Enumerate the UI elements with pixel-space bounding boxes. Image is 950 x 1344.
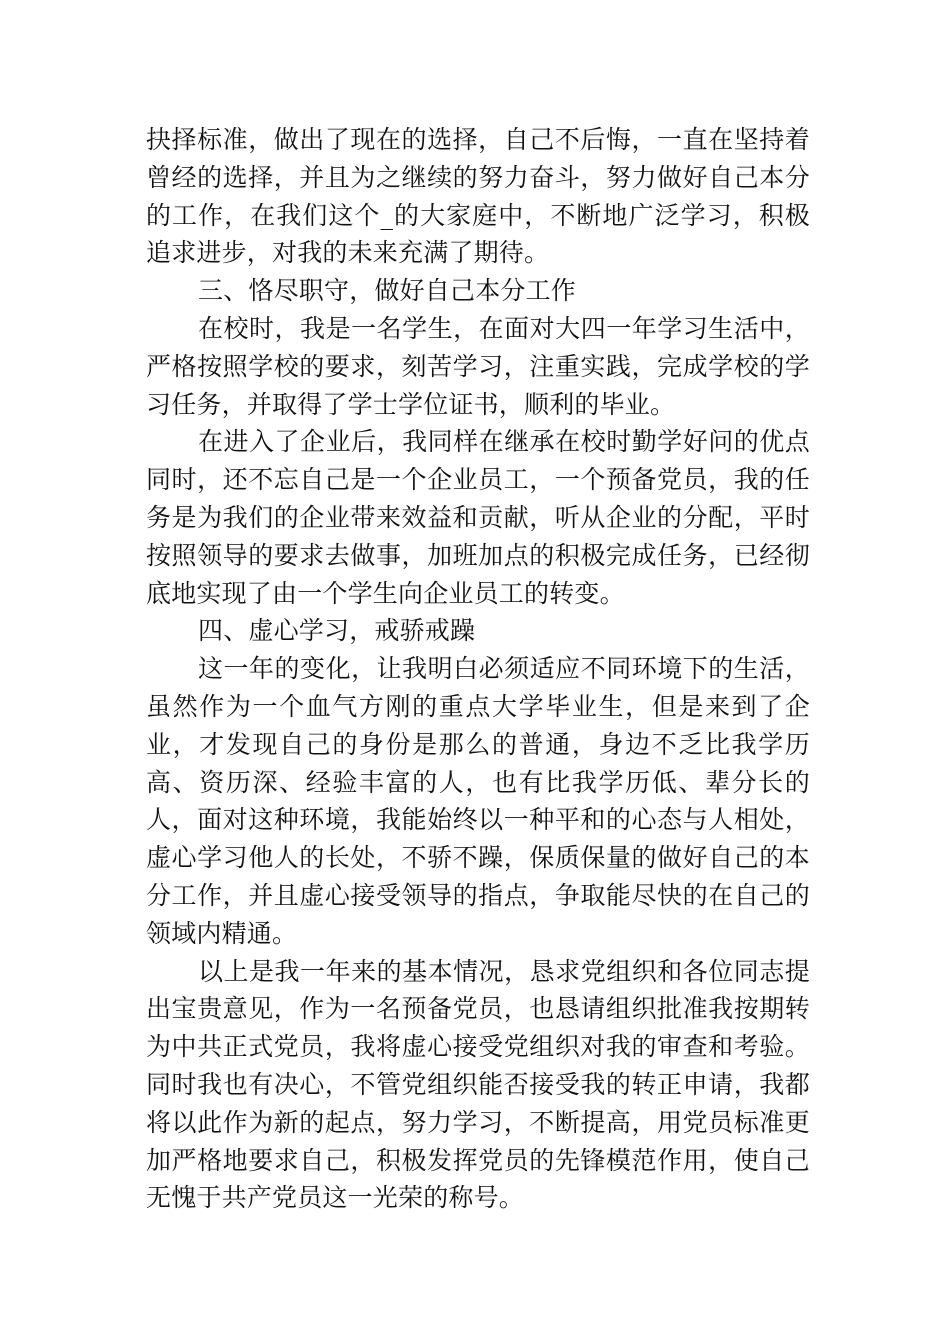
section-heading-4: 四、虚心学习，戒骄戒躁 bbox=[198, 616, 476, 646]
section-heading-3: 三、恪尽职守，做好自己本分工作 bbox=[198, 276, 577, 306]
document-body bbox=[146, 121, 810, 1217]
paragraph-continuation: 抉择标准，做出了现在的选择，自己不后悔，一直在坚持着曾经的选择，并且为之继续的努力奋斗，努力做好自己本分的工作，在我们这个_的大家庭中，不断地广泛学习，积极追求进步，对我的未来充满了期待。 bbox=[146, 125, 810, 268]
paragraph-enterprise: 在进入了企业后，我同样在继承在校时勤学好问的优点同时，还不忘自己是一个企业员工，一个预备党员，我的任务是为我们的企业带来效益和贡献，听从企业的分配，平时按照领导的要求去做事，加班加点的积极完成任务，已经彻底地实现了由一个学生向企业员工的转变。 bbox=[146, 427, 810, 608]
paragraph-change: 这一年的变化，让我明白必须适应不同环境下的生活，虽然作为一个血气方刚的重点大学毕业生，但是来到了企业，才发现自己的身份是那么的普通，身边不乏比我学历高、资历深、经验丰富的人，也有比我学历低、辈分长的人，面对这种环境，我能始终以一种平和的心态与人相处，虚心学习他人的长处，不骄不躁，保质保量的做好自己的本分工作，并且虚心接受领导的指点，争取能尽快的在自己的领域内精通。 bbox=[146, 654, 810, 948]
paragraph-conclusion: 以上是我一年来的基本情况，恳求党组织和各位同志提出宝贵意见，作为一名预备党员，也恳请组织批准我按期转为中共正式党员，我将虚心接受党组织对我的审查和考验。同时我也有决心，不管党组织能否接受我的转正申请，我都将以此作为新的起点，努力学习，不断提高，用党员标准更加严格地要求自己，积极发挥党员的先锋模范作用，使自己无愧于共产党员这一光荣的称号。 bbox=[146, 956, 810, 1213]
paragraph-school: 在校时，我是一名学生，在面对大四一年学习生活中，严格按照学校的要求，刻苦学习，注重实践，完成学校的学习任务，并取得了学士学位证书，顺利的毕业。 bbox=[146, 313, 810, 419]
